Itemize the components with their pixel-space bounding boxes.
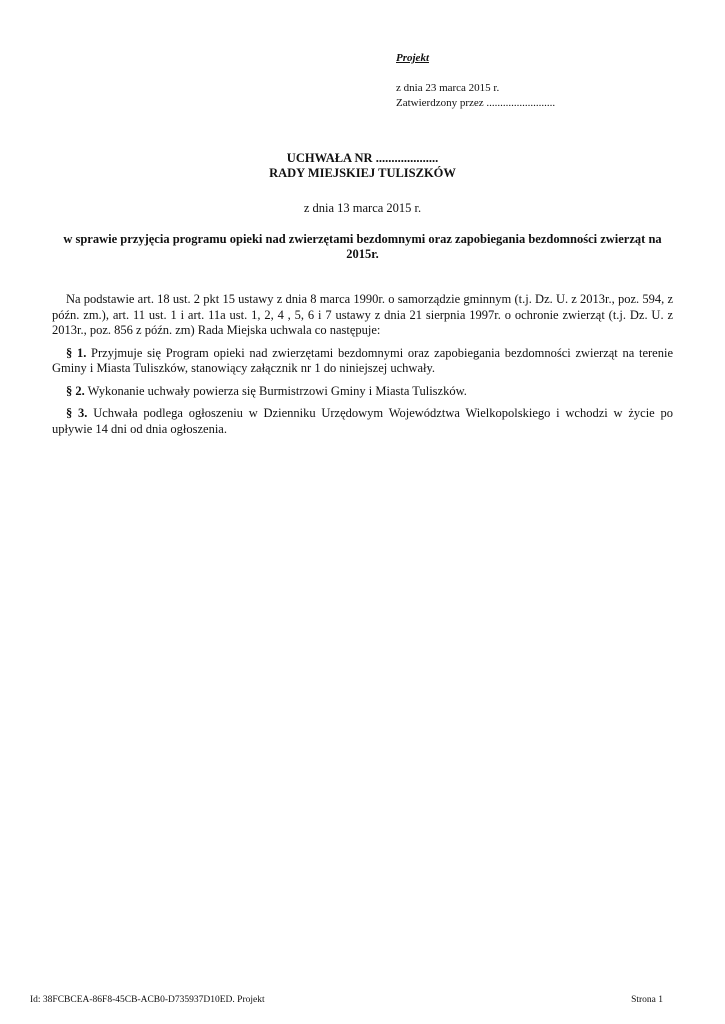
resolution-title xyxy=(52,151,673,181)
paragraph-3 xyxy=(52,406,673,437)
footer-document-id: Id: 38FCBCEA-86F8-45CB-ACB0-D735937D10ED. Projekt xyxy=(30,995,265,1005)
resolution-subject: w sprawie przyjęcia programu opieki nad zwierzętami bezdomnymi oraz zapobiegania bezdomności zwierząt na 2015r. xyxy=(63,232,662,261)
paragraph-number: § 3. xyxy=(66,406,88,420)
preamble: Na podstawie art. 18 ust. 2 pkt 15 ustawy z dnia 8 marca 1990r. o samorządzie gminnym (t.j. Dz. U. z 2013r., poz. 594, z późn. zm.), art. 11 ust. 1 i art. 11a ust. 1, 2, 4 , 5, 6 i 7 ustawy z dnia 21 sierpnia 1997r. o ochronie zwierząt (t.j. Dz. U. z 2013r., poz. 856 z późn. zm) Rada Miejska uchwala co następuje: xyxy=(52,292,673,337)
footer-page-number: Strona 1 xyxy=(631,995,663,1005)
resolution-number: UCHWAŁA NR .................... xyxy=(286,151,439,165)
paragraph-number: § 2. xyxy=(66,383,85,398)
paragraph-1 xyxy=(52,346,673,377)
paragraph-2 xyxy=(52,384,673,400)
paragraph-number: § 1. xyxy=(66,345,87,360)
resolution-body xyxy=(52,292,673,444)
paragraph-text: Przyjmuje się Program opieki nad zwierzętami bezdomnymi oraz zapobiegania bezdomności zwierząt na terenie Gminy i Miasta Tuliszków, stanowiący załącznik nr 1 do niniejszej uchwały. xyxy=(52,345,673,375)
paragraph-text: Uchwała podlega ogłoszeniu w Dzienniku Urzędowym Województwa Wielkopolskiego i wchodzi w życie po upływie 14 dni od dnia ogłoszenia. xyxy=(52,406,674,436)
projekt-label: Projekt xyxy=(396,52,429,64)
council-name: RADY MIEJSKIEJ TULISZKÓW xyxy=(269,166,456,180)
project-date: z dnia 23 marca 2015 r. xyxy=(396,82,500,94)
resolution-date: z dnia 13 marca 2015 r. xyxy=(303,201,422,215)
paragraph-text: Wykonanie uchwały powierza się Burmistrzowi Gminy i Miasta Tuliszków. xyxy=(84,383,467,398)
approved-by-line: Zatwierdzony przez ......................... xyxy=(396,97,556,109)
